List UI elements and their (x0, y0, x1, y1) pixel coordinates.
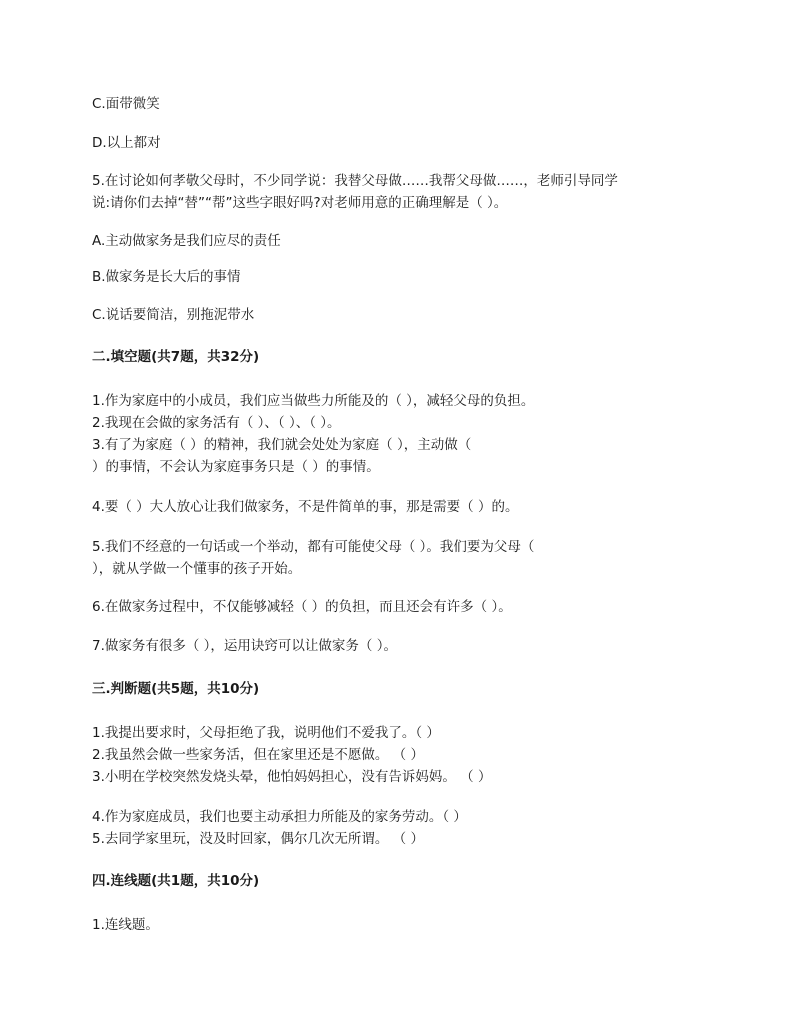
fill-question-2: 2.我现在会做的家务活有（ ）、（ ）、（ ）。 (92, 415, 341, 431)
question-5-option-b: B.做家务是长大后的事情 (92, 269, 241, 285)
fill-question-7: 7.做家务有很多（ ），运用诀窍可以让做家务（ ）。 (92, 638, 397, 654)
fill-question-3-line2: ）的事情，不会认为家庭事务只是（ ）的事情。 (92, 459, 380, 475)
question-5-stem-line1: 5.在讨论如何孝敬父母时，不少同学说：我替父母做……我帮父母做……，老师引导同学 (92, 173, 618, 189)
judge-question-4: 4.作为家庭成员，我们也要主动承担力所能及的家务劳动。（ ） (92, 809, 467, 825)
fill-question-5-line2: ），就从学做一个懂事的孩子开始。 (92, 561, 302, 577)
fill-question-4: 4.要（ ）大人放心让我们做家务，不是件简单的事，那是需要（ ）的。 (92, 499, 519, 515)
fill-question-6: 6.在做家务过程中，不仅能够减轻（ ）的负担，而且还会有许多（ ）。 (92, 599, 512, 615)
section-3-title: 三.判断题(共5题，共10分) (92, 681, 260, 697)
question-5-option-c: C.说话要简洁，别拖泥带水 (92, 307, 255, 323)
fill-question-3-line1: 3.有了为家庭（ ）的精神，我们就会处处为家庭（ ），主动做（ (92, 437, 472, 453)
section-4-title: 四.连线题(共1题，共10分) (92, 873, 260, 889)
judge-question-3: 3.小明在学校突然发烧头晕，他怕妈妈担心，没有告诉妈妈。 （ ） (92, 769, 492, 785)
judge-question-5: 5.去同学家里玩，没及时回家，偶尔几次无所谓。 （ ） (92, 831, 424, 847)
fill-question-5-line1: 5.我们不经意的一句话或一个举动，都有可能使父母（ ）。我们要为父母（ (92, 539, 535, 555)
judge-question-2: 2.我虽然会做一些家务活，但在家里还是不愿做。 （ ） (92, 747, 424, 763)
question-5-option-a: A.主动做家务是我们应尽的责任 (92, 233, 281, 249)
judge-question-1: 1.我提出要求时，父母拒绝了我，说明他们不爱我了。（ ） (92, 725, 440, 741)
option-d: D.以上都对 (92, 135, 161, 151)
question-5-stem-line2: 说:请你们去掉“替”“帮”这些字眼好吗?对老师用意的正确理解是（ ）。 (92, 195, 508, 211)
section-2-title: 二.填空题(共7题，共32分) (92, 349, 260, 365)
fill-question-1: 1.作为家庭中的小成员，我们应当做些力所能及的（ ），减轻父母的负担。 (92, 393, 535, 409)
matching-question-1: 1.连线题。 (92, 917, 159, 933)
option-c: C.面带微笑 (92, 96, 160, 112)
